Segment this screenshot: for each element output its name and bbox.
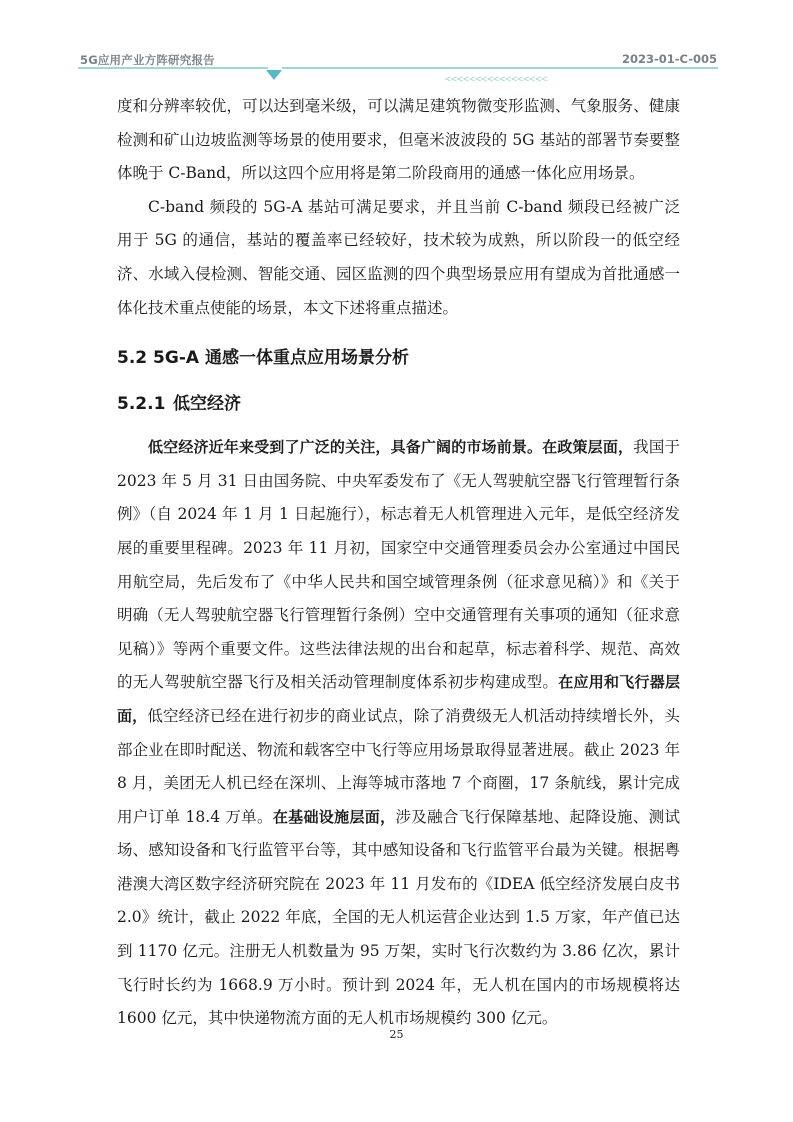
subsection-heading-5-2-1 <box>117 389 680 419</box>
header-doc-code: 2023-01-C-005 <box>621 52 717 66</box>
page-number: 25 <box>389 1028 404 1041</box>
page-header <box>0 0 793 90</box>
subsection-title: 低空经济 <box>173 394 241 415</box>
text-application: 低空经济已经在进行初步的商业试点，除了消费级无人机活动持续增长外，头部企业在即时配送、物流和载客空中飞行等应用场景取得显著进展。截止 2023 年 8 月，美团无人机已经在深圳、上海等城市落地 7 个商圈，17 条航线，累计完成用户订单 18.4 万单。 <box>117 706 680 826</box>
paragraph-2: C-band 频段的 5G-A 基站可满足要求，并且当前 C-band 频段已经被广泛用于 5G 的通信，基站的覆盖率已经较好，技术较为成熟，所以阶段一的低空经济、水域入侵检测、智能交通、园区监测的四个典型场景应用有望成为首批通感一体化技术重点使能的场景，本文下述将重点描述。 <box>117 197 680 317</box>
text-infrastructure: 涉及融合飞行保障基地、起降设施、测试场、感知设备和飞行监管平台等，其中感知设备和飞行监管平台最为关键。根据粤港澳大湾区数字经济研究院在 2023 年 11 月发布的《IDEA 低空经济发展白皮书 2.0》统计，截止 2022 年底，全国的无人机运营企业达到 1.5 万家，年产值已达到 1170 亿元。注册无人机数量为 95 万架，实时飞行次数约为 3.86 亿次，累计飞行时长约为 1668.9 万小时。预计到 2024 年，无人机在国内的市场规模将达 1600 亿元，其中快递物流方面的无人机市场规模约 300 亿元。 <box>117 807 680 1028</box>
main-content <box>117 90 680 1036</box>
subsection-number: 5.2.1 <box>117 394 166 415</box>
paragraph-1: 度和分辨率较优，可以达到毫米级，可以满足建筑物微变形监测、气象服务、健康检测和矿山边坡监测等场景的使用要求，但毫米波波段的 5G 基站的部署节奏要整体晚于 C-Band，所以这四个应用将是第二阶段商用的通感一体化应用场景。 <box>117 97 680 183</box>
header-decoration <box>0 60 793 90</box>
bold-lead-policy: 低空经济近年来受到了广泛的关注，具备广阔的市场前景。在政策层面， <box>148 438 634 457</box>
header-triangle-icon <box>266 70 282 80</box>
header-report-title: 5G应用产业方阵研究报告 <box>80 53 215 67</box>
paragraph-low-altitude <box>117 431 680 1036</box>
text-policy: 我国于 2023 年 5 月 31 日由国务院、中央军委发布了《无人驾驶航空器飞行管理暂行条例》（自 2024 年 1 月 1 日起施行），标志着无人机管理进入元年，是低空经济发展的重要里程碑。2023 年 11 月初，国家空中交通管理委员会办公室通过中国民用航空局，先后发布了《中华人民共和国空域管理条例（征求意见稿）》和《关于明确（无人驾驶航空器飞行管理暂行条例）空中交通管理有关事项的通知（征求意见稿）》等两个重要文件。这些法律法规的出台和起草，标志着科学、规范、高效的无人驾驶航空器飞行及相关活动管理制度体系初步构建成型。 <box>117 438 680 692</box>
section-heading-5-2: 5.2 5G-A 通感一体重点应用场景分析 <box>117 348 409 369</box>
bold-lead-infrastructure: 在基础设施层面， <box>272 807 396 826</box>
header-chevrons: <<<<<<<<<<<<<<<<< <box>445 74 548 85</box>
bold-lead-application: 在应用和飞行器层面， <box>117 673 680 725</box>
